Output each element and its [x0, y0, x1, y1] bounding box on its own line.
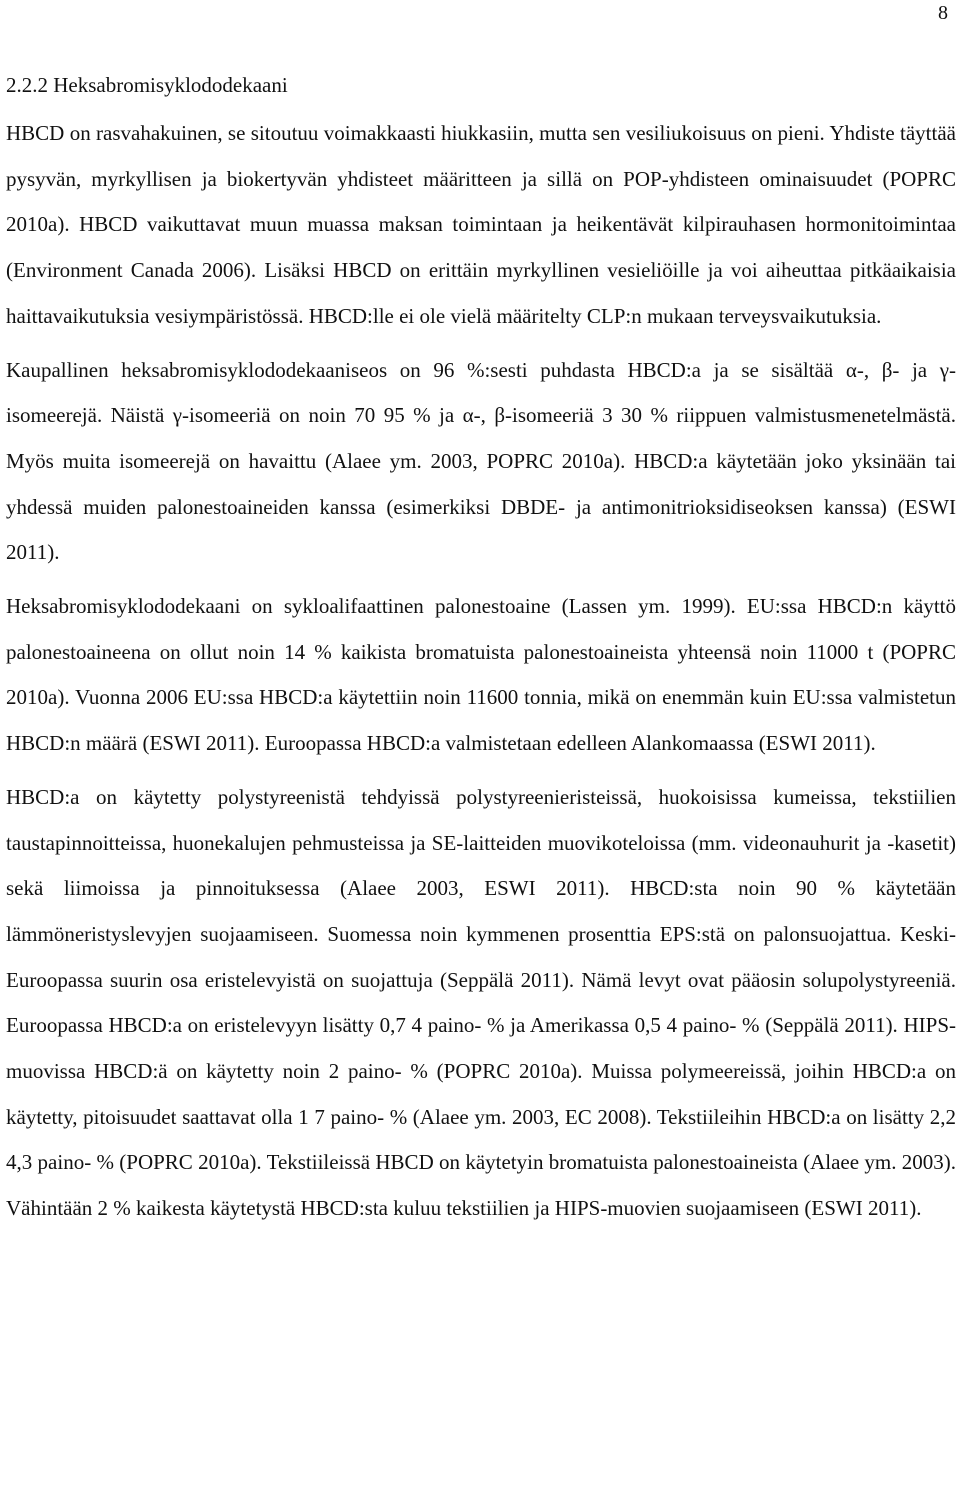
paragraph-properties: HBCD on rasvahakuinen, se sitoutuu voimakkaasti hiukkasiin, mutta sen vesiliukoisuus on pieni. Yhdiste täyttää pysyvän, myrkyllisen ja biokertyvän yhdisteet määritteen ja sillä on POP-yhdisteen ominaisuudet (POPRC 2010a). HBCD vaikuttavat muun muassa maksan toimintaan ja heikentävät kilpirauhasen hormonitoimintaa (Environment Canada 2006). Lisäksi HBCD on erittäin myrkyllinen vesieliöille ja voi aiheuttaa pitkäaikaisia haittavaikutuksia vesiympäristössä. HBCD:lle ei ole vielä määritelty CLP:n mukaan terveysvaikutuksia. [6, 121, 956, 328]
section-heading: 2.2.2 Heksabromisyklododekaani [6, 73, 288, 97]
paragraph-applications: HBCD:a on käytetty polystyreenistä tehdyissä polystyreenieristeissä, huokoisissa kumeissa, tekstiilien taustapinnoitteissa, huonekalujen pehmusteissa ja SE-laitteiden muovikoteloissa (mm. videonauhurit ja -kasetit) sekä liimoissa ja pinnoituksessa (Alaee 2003, ESWI 2011). HBCD:sta noin 90 % käytetään lämmöneristyslevyjen suojaamiseen. Suomessa noin kymmenen prosenttia EPS:stä on palonsuojattua. Keski-Euroopassa suurin osa eristelevyistä on suojattuja (Seppälä 2011). Nämä levyt ovat pääosin solupolystyreeniä. Euroopassa HBCD:a on eristelevyyn lisätty 0,7 4 paino- % ja Amerikassa 0,5 4 paino- % (Seppälä 2011). HIPS-muovissa HBCD:ä on käytetty noin 2 paino- % (POPRC 2010a). Muissa polymeereissä, joihin HBCD:a on käytetty, pitoisuudet saattavat olla 1 7 paino- % (Alaee ym. 2003, EC 2008). Tekstiileihin HBCD:a on lisätty 2,2 4,3 paino- % (POPRC 2010a). Tekstiileissä HBCD on käytetyin bromatuista palonestoaineista (Alaee ym. 2003). Vähintään 2 % kaikesta käytetystä HBCD:sta kuluu tekstiilien ja HIPS-muovien suojaamiseen (ESWI 2011). [6, 784, 956, 1221]
page-number: 8 [938, 2, 948, 24]
document-body [6, 68, 956, 1240]
paragraph-usage-eu: Heksabromisyklododekaani on sykloalifaattinen palonestoaine (Lassen ym. 1999). EU:ssa HBCD:n käyttö palonestoaineena on ollut noin 14 % kaikista bromatuista palonestoaineista yhteensä noin 11000 t (POPRC 2010a). Vuonna 2006 EU:ssa HBCD:a käytettiin noin 11600 tonnia, mikä on enemmän kuin EU:ssa valmistetun HBCD:n määrä (ESWI 2011). Euroopassa HBCD:a valmistetaan edelleen Alankomaassa (ESWI 2011). [6, 594, 956, 756]
paragraph-composition: Kaupallinen heksabromisyklododekaaniseos on 96 %:sesti puhdasta HBCD:a ja se sisältää α-, β- ja γ-isomeerejä. Näistä γ-isomeeriä on noin 70 95 % ja α-, β-isomeeriä 3 30 % riippuen valmistusmenetelmästä. Myös muita isomeerejä on havaittu (Alaee ym. 2003, POPRC 2010a). HBCD:a käytetään joko yksinään tai yhdessä muiden palonestoaineiden kanssa (esimerkiksi DBDE- ja antimonitrioksidiseoksen kanssa) (ESWI 2011). [6, 357, 956, 565]
